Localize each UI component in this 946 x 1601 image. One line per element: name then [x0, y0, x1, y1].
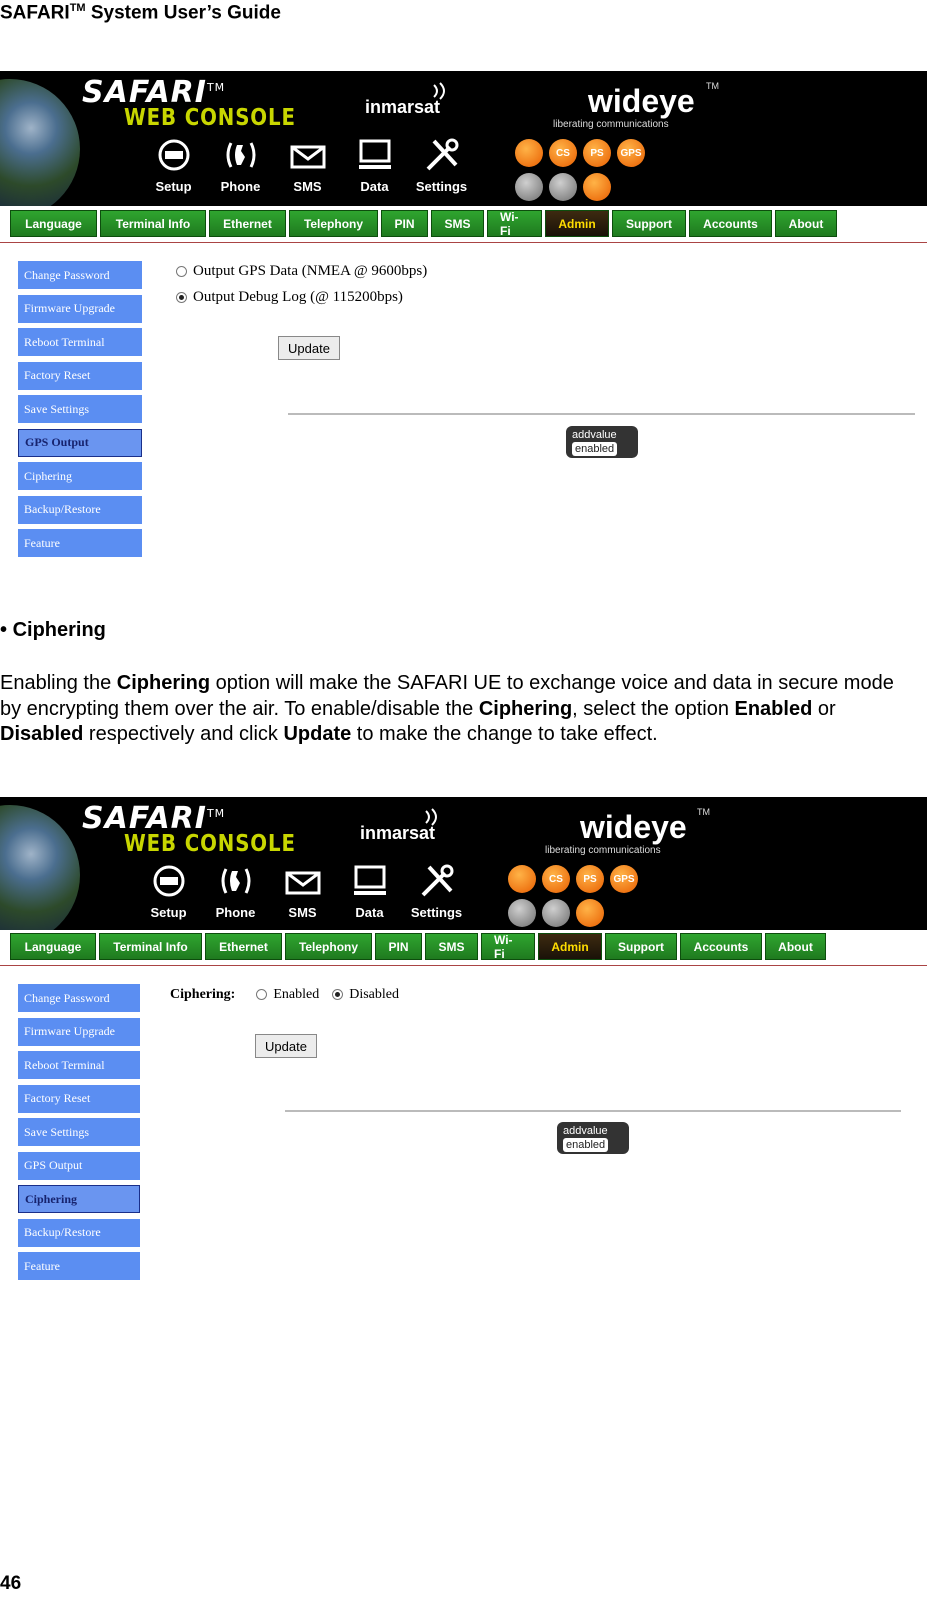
- gps-status-icon: GPS: [610, 865, 638, 893]
- doc-title-tm: TM: [69, 2, 86, 14]
- sidebar-item-factory-reset[interactable]: Factory Reset: [18, 1085, 140, 1113]
- screenshot-gps-output: [0, 71, 927, 571]
- nav-sms[interactable]: [269, 863, 336, 920]
- console-subtitle: WEB CONSOLE: [124, 831, 296, 857]
- para-text: or: [812, 697, 836, 720]
- tools-icon: [424, 137, 460, 173]
- inmarsat-logo: inmarsat: [365, 97, 441, 117]
- envelope-icon: [290, 137, 326, 173]
- disabled-label: Disabled: [349, 987, 399, 1002]
- globe-image: [0, 805, 80, 930]
- tab-terminal-info[interactable]: Terminal Info: [99, 933, 202, 960]
- gps-status-icon: GPS: [617, 139, 645, 167]
- admin-sidebar: [18, 261, 142, 563]
- monitor-icon: [352, 863, 388, 899]
- console-banner: [0, 797, 927, 930]
- tab-admin[interactable]: Admin: [538, 933, 602, 960]
- door-status-icon: [508, 865, 536, 893]
- tab-about[interactable]: About: [775, 210, 837, 237]
- section-paragraph: [0, 671, 920, 748]
- nav-label: Setup: [155, 179, 192, 194]
- gps-option-2[interactable]: [176, 289, 403, 306]
- gps-option-1-label: Output GPS Data (NMEA @ 9600bps): [193, 263, 428, 279]
- ciphering-label: Ciphering:: [170, 987, 236, 1002]
- tab-language[interactable]: Language: [10, 210, 97, 237]
- sidebar-item-factory-reset[interactable]: Factory Reset: [18, 362, 142, 390]
- wideye-tm: TM: [706, 81, 719, 91]
- console-banner: [0, 71, 927, 206]
- tab-sms[interactable]: SMS: [425, 933, 478, 960]
- envelope-icon: [285, 863, 321, 899]
- nav-label: Settings: [415, 179, 468, 194]
- nav-icon-bar: [140, 137, 475, 194]
- nav-settings[interactable]: [408, 137, 475, 194]
- doc-title-rest: System User’s Guide: [85, 2, 281, 24]
- para-bold: Ciphering: [116, 672, 211, 694]
- brand-name: SAFARI: [82, 75, 207, 110]
- nav-phone[interactable]: [207, 137, 274, 194]
- nav-icon-bar: [135, 863, 470, 920]
- nav-label: Setup: [150, 905, 187, 920]
- tab-pin[interactable]: PIN: [381, 210, 428, 237]
- tab-accounts[interactable]: Accounts: [689, 210, 772, 237]
- nav-label: Phone: [215, 905, 256, 920]
- tab-pin[interactable]: PIN: [375, 933, 422, 960]
- nav-data[interactable]: [336, 863, 403, 920]
- sidebar-item-change-password[interactable]: Change Password: [18, 984, 140, 1012]
- wideye-logo: wideye: [580, 809, 687, 845]
- nav-label: Data: [360, 179, 389, 194]
- lock-status-icon: [549, 173, 577, 201]
- tab-support[interactable]: Support: [605, 933, 677, 960]
- tools-icon: [419, 863, 455, 899]
- monitor-icon: [357, 137, 393, 173]
- ps-status-icon: PS: [583, 139, 611, 167]
- section-heading-text: Ciphering: [12, 619, 106, 641]
- tab-wifi[interactable]: Wi-Fi: [481, 933, 535, 960]
- sidebar-item-gps-output[interactable]: GPS Output: [18, 429, 142, 457]
- nav-setup[interactable]: [140, 137, 207, 194]
- nav-label: Phone: [220, 179, 261, 194]
- phone-icon: [223, 137, 259, 173]
- gps-option-2-label: Output Debug Log (@ 115200bps): [193, 289, 403, 305]
- globe-image: [0, 79, 80, 206]
- addvalue-badge: [566, 426, 638, 458]
- doc-title: SAFARI: [0, 2, 70, 24]
- sidebar-item-gps-output[interactable]: GPS Output: [18, 1152, 140, 1180]
- addvalue-badge: [557, 1122, 629, 1154]
- para-bold: Update: [283, 723, 352, 745]
- sidebar-item-feature[interactable]: Feature: [18, 529, 142, 557]
- cs-status-icon: CS: [549, 139, 577, 167]
- sidebar-item-change-password[interactable]: Change Password: [18, 261, 142, 289]
- setup-icon: [156, 137, 192, 173]
- para-bold: Disabled: [0, 723, 84, 745]
- update-button[interactable]: Update: [255, 1034, 317, 1058]
- divider: [288, 413, 915, 415]
- sidebar-item-ciphering[interactable]: Ciphering: [18, 462, 142, 490]
- cs-status-icon: CS: [542, 865, 570, 893]
- sidebar-item-reboot-terminal[interactable]: Reboot Terminal: [18, 328, 142, 356]
- door-status-icon: [515, 139, 543, 167]
- tab-wifi[interactable]: Wi-Fi: [487, 210, 542, 237]
- tab-support[interactable]: Support: [612, 210, 686, 237]
- nav-label: Data: [355, 905, 384, 920]
- para-text: respectively and click: [83, 723, 284, 745]
- sidebar-item-save-settings[interactable]: Save Settings: [18, 1118, 140, 1146]
- wifi-status-icon: [576, 899, 604, 927]
- sidebar-item-save-settings[interactable]: Save Settings: [18, 395, 142, 423]
- nav-phone[interactable]: [202, 863, 269, 920]
- terminal-status-icon: [508, 899, 536, 927]
- gps-data-radio[interactable]: [176, 266, 187, 277]
- setup-icon: [151, 863, 187, 899]
- nav-data[interactable]: [341, 137, 408, 194]
- nav-label: Settings: [410, 905, 463, 920]
- disabled-radio[interactable]: [332, 989, 343, 1000]
- badge-line-2: enabled: [572, 442, 617, 456]
- sidebar-item-reboot-terminal[interactable]: Reboot Terminal: [18, 1051, 140, 1079]
- terminal-status-icon: [515, 173, 543, 201]
- main-tabbar: [0, 210, 927, 243]
- enabled-label: Enabled: [273, 987, 320, 1002]
- inmarsat-logo: inmarsat: [360, 823, 436, 843]
- ciphering-row: [170, 987, 399, 1003]
- nav-sms[interactable]: [274, 137, 341, 194]
- wifi-status-icon: [583, 173, 611, 201]
- tab-terminal-info[interactable]: Terminal Info: [100, 210, 206, 237]
- main-tabbar: [0, 933, 927, 966]
- phone-icon: [218, 863, 254, 899]
- tab-accounts[interactable]: Accounts: [680, 933, 762, 960]
- wideye-logo: wideye: [588, 83, 695, 119]
- wideye-tm: TM: [697, 807, 710, 817]
- update-button[interactable]: Update: [278, 336, 340, 360]
- page-number: 46: [0, 1573, 22, 1594]
- screenshot-ciphering: [0, 797, 927, 1287]
- sidebar-item-backup-restore[interactable]: Backup/Restore: [18, 1219, 140, 1247]
- enabled-radio[interactable]: [256, 989, 267, 1000]
- para-text: , select the option: [572, 697, 735, 720]
- tab-admin[interactable]: Admin: [545, 210, 609, 237]
- para-bold: Ciphering: [478, 697, 573, 720]
- nav-label: SMS: [293, 179, 322, 194]
- tagline: liberating communications: [545, 845, 661, 856]
- badge-line-1: addvalue: [572, 429, 617, 441]
- ps-status-icon: PS: [576, 865, 604, 893]
- tab-about[interactable]: About: [765, 933, 826, 960]
- tab-ethernet[interactable]: Ethernet: [209, 210, 286, 237]
- tagline: liberating communications: [553, 119, 669, 130]
- nav-setup[interactable]: [135, 863, 202, 920]
- gps-option-1[interactable]: [176, 263, 427, 280]
- brand-tm: TM: [206, 807, 226, 820]
- sidebar-item-backup-restore[interactable]: Backup/Restore: [18, 496, 142, 524]
- sidebar-item-ciphering[interactable]: Ciphering: [18, 1185, 140, 1213]
- sidebar-item-firmware-upgrade[interactable]: Firmware Upgrade: [18, 1018, 140, 1046]
- nav-label: SMS: [288, 905, 317, 920]
- brand-tm: TM: [206, 81, 226, 94]
- brand-name: SAFARI: [82, 801, 207, 836]
- console-subtitle: WEB CONSOLE: [124, 105, 296, 131]
- badge-line-2: enabled: [563, 1138, 608, 1152]
- sidebar-item-firmware-upgrade[interactable]: Firmware Upgrade: [18, 295, 142, 323]
- para-text: Enabling the: [0, 672, 117, 694]
- lock-status-icon: [542, 899, 570, 927]
- tab-sms[interactable]: SMS: [431, 210, 484, 237]
- para-text: option will make the SAFARI UE to exchange voice and data in secure mode by encrypting them over the air. To enable/disable the: [0, 672, 894, 720]
- sidebar-item-feature[interactable]: Feature: [18, 1252, 140, 1280]
- tab-telephony[interactable]: Telephony: [289, 210, 378, 237]
- tab-telephony[interactable]: Telephony: [285, 933, 372, 960]
- nav-settings[interactable]: [403, 863, 470, 920]
- tab-ethernet[interactable]: Ethernet: [205, 933, 282, 960]
- divider: [285, 1110, 901, 1112]
- debug-log-radio[interactable]: [176, 292, 187, 303]
- admin-sidebar: [18, 984, 140, 1286]
- para-text: to make the change to take effect.: [351, 723, 658, 745]
- doc-header: [0, 2, 281, 24]
- section-heading: • Ciphering: [0, 619, 106, 641]
- badge-line-1: addvalue: [563, 1125, 608, 1137]
- para-bold: Enabled: [734, 697, 813, 720]
- tab-language[interactable]: Language: [10, 933, 96, 960]
